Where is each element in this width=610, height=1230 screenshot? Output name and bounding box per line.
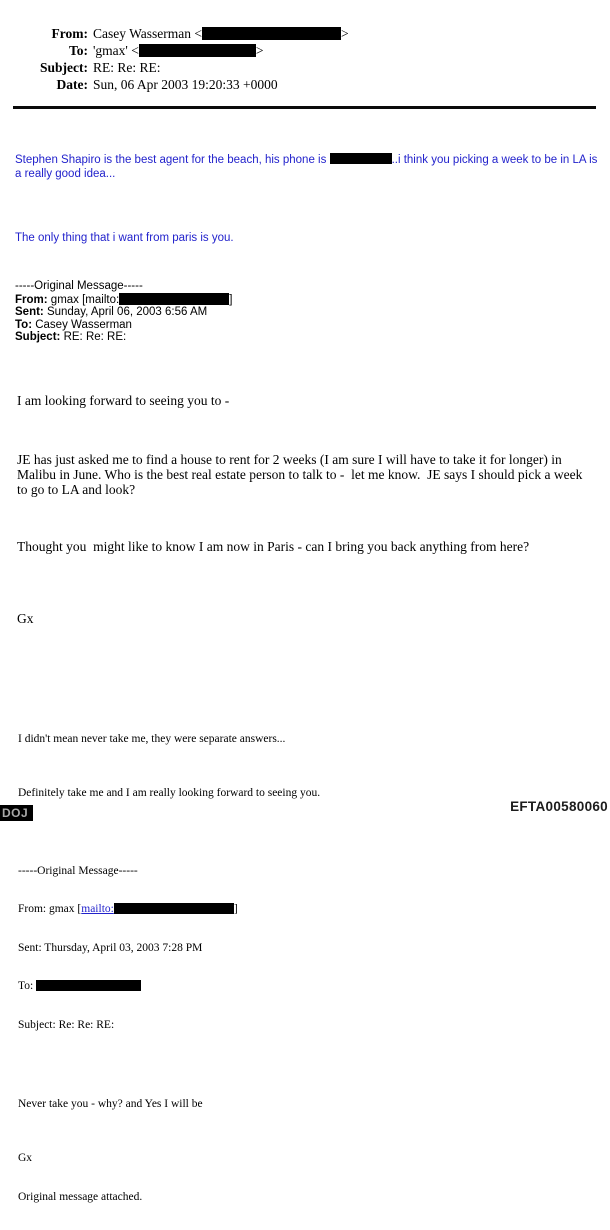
body-paragraph-1: I am looking forward to seeing you to -	[17, 393, 590, 408]
reply-p1-tail: ..i think you picking a week to be in LA is a really good idea...	[15, 154, 601, 180]
subject-label: Subject:	[0, 59, 88, 76]
reply-paragraph-2: The only thing that i want from paris is you.	[15, 231, 598, 245]
quoted1-from-label: From:	[15, 294, 48, 306]
redaction-bar-to-address	[139, 44, 256, 57]
from-value	[88, 25, 349, 42]
mailto-link[interactable]: mailto:	[81, 903, 114, 915]
quoted1-sent-line	[15, 306, 598, 319]
quoted1-to-value: Casey Wasserman	[35, 319, 132, 331]
older-signature: Gx	[18, 1152, 590, 1165]
quoted2-sent-line: Sent: Thursday, April 03, 2003 7:28 PM	[18, 942, 590, 955]
quoted1-sent-label: Sent:	[15, 306, 44, 318]
quoted2-subject-line: Subject: Re: Re: RE:	[18, 1019, 590, 1032]
reply-message	[15, 125, 598, 273]
body-paragraph-2: JE has just asked me to find a house to rent for 2 weeks (I am sure I will have to take it for longer) in Malibu in June. Who is the best real estate person to talk to - let me know. JE says I should pick a week to go to LA and look?	[17, 452, 590, 497]
redaction-bar-quoted2-email	[114, 903, 234, 914]
to-label: To:	[0, 42, 88, 59]
doj-stamp: DOJ	[0, 805, 33, 821]
older-paragraph-2: Definitely take me and I am really looking forward to seeing you.	[18, 787, 590, 800]
header-row-subject	[0, 59, 610, 76]
quoted1-sent-value: Sunday, April 06, 2003 6:56 AM	[47, 306, 207, 318]
quoted-message-2-header	[18, 839, 590, 1058]
redaction-bar-phone	[330, 153, 392, 164]
from-value-close: >	[341, 26, 349, 41]
quoted1-from-value: gmax [mailto:	[51, 294, 119, 306]
message-body	[17, 363, 590, 656]
quoted1-from-line	[15, 293, 598, 307]
header-row-from	[0, 25, 610, 42]
original-message-separator-2: -----Original Message-----	[18, 865, 590, 878]
redaction-bar-quoted2-to	[36, 980, 141, 991]
from-label: From:	[0, 25, 88, 42]
redaction-bar-from-address	[202, 27, 341, 40]
reply-paragraph-1	[15, 153, 598, 181]
older-paragraph-1: I didn't mean never take me, they were separate answers...	[18, 733, 590, 746]
quoted1-to-line	[15, 319, 598, 332]
date-value: Sun, 06 Apr 2003 19:20:33 +0000	[88, 76, 278, 93]
quoted-message-1-header	[15, 280, 598, 344]
bates-number: EFTA00580060	[510, 799, 608, 814]
older-attachment-note: Original message attached.	[18, 1191, 590, 1204]
subject-value: RE: Re: RE:	[88, 59, 161, 76]
quoted2-from-line	[18, 903, 590, 916]
email-header	[0, 0, 610, 93]
redaction-bar-quoted1-email	[119, 293, 229, 305]
quoted2-from-close: ]	[234, 903, 238, 915]
date-label: Date:	[0, 76, 88, 93]
older-paragraph-3: Never take you - why? and Yes I will be	[18, 1098, 590, 1111]
body-signature: Gx	[17, 611, 590, 626]
from-value-text: Casey Wasserman <	[93, 26, 202, 41]
quoted1-to-label: To:	[15, 319, 32, 331]
quoted2-to-text: To:	[18, 980, 36, 992]
original-message-separator-1: -----Original Message-----	[15, 280, 598, 293]
quoted2-to-line	[18, 980, 590, 993]
to-value-close: >	[256, 43, 264, 58]
header-row-date	[0, 76, 610, 93]
quoted1-subject-label: Subject:	[15, 331, 60, 343]
header-divider-rule	[13, 106, 596, 109]
older-message-section	[18, 707, 590, 1230]
quoted2-from-text: From: gmax [	[18, 903, 81, 915]
to-value	[88, 42, 263, 59]
reply-p1-text: Stephen Shapiro is the best agent for the beach, his phone is	[15, 154, 330, 166]
quoted1-from-close: ]	[229, 294, 232, 306]
quoted1-subject-value: RE: Re: RE:	[64, 331, 127, 343]
quoted1-subject-line	[15, 331, 598, 344]
header-row-to	[0, 42, 610, 59]
body-paragraph-3: Thought you might like to know I am now in Paris - can I bring you back anything from here?	[17, 539, 590, 554]
to-value-text: 'gmax' <	[93, 43, 139, 58]
